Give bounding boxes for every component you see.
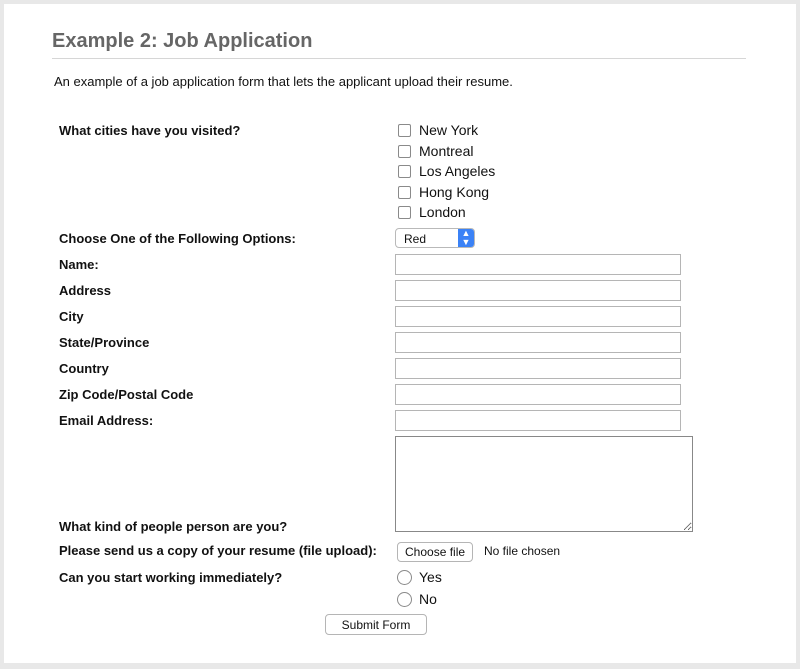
city-label: City [59, 309, 84, 324]
options-label: Choose One of the Following Options: [59, 231, 296, 246]
checkbox-new-york[interactable] [398, 124, 411, 137]
radio-label-no: No [419, 591, 437, 607]
address-label: Address [59, 283, 112, 298]
radio-label-yes: Yes [419, 569, 442, 585]
people-person-textarea[interactable] [395, 436, 693, 532]
checkbox-label-los-angeles: Los Angeles [419, 163, 496, 179]
choose-file-button[interactable]: Choose file [397, 542, 473, 562]
zip-label: Zip Code/Postal Code [59, 387, 194, 402]
cities-label: What cities have you visited? [59, 123, 241, 138]
checkbox-los-angeles[interactable] [398, 165, 411, 178]
email-input[interactable] [395, 410, 681, 431]
title-divider [52, 58, 746, 59]
zip-input[interactable] [395, 384, 681, 405]
radio-no[interactable] [397, 592, 412, 607]
radio-yes[interactable] [397, 570, 412, 585]
file-status: No file chosen [484, 544, 561, 558]
name-input[interactable] [395, 254, 681, 275]
options-select[interactable] [395, 228, 475, 248]
select-updown-icon: ▲ ▼ [458, 229, 474, 247]
email-label: Email Address: [59, 413, 154, 428]
checkbox-label-hong-kong: Hong Kong [419, 184, 490, 200]
checkbox-london[interactable] [398, 206, 411, 219]
checkbox-montreal[interactable] [398, 145, 411, 158]
state-input[interactable] [395, 332, 681, 353]
state-label: State/Province [59, 335, 150, 350]
checkbox-hong-kong[interactable] [398, 186, 411, 199]
resume-label: Please send us a copy of your resume (file upload): [59, 543, 377, 558]
people-person-label: What kind of people person are you? [59, 519, 288, 534]
checkbox-label-montreal: Montreal [419, 143, 474, 159]
country-input[interactable] [395, 358, 681, 379]
name-label: Name: [59, 257, 99, 272]
page-description: An example of a job application form that lets the applicant upload their resume. [54, 74, 513, 89]
checkbox-label-new-york: New York [419, 122, 479, 138]
checkbox-label-london: London [419, 204, 466, 220]
submit-form-button[interactable]: Submit Form [325, 614, 427, 635]
country-label: Country [59, 361, 109, 376]
address-input[interactable] [395, 280, 681, 301]
page-title: Example 2: Job Application [52, 30, 313, 52]
city-input[interactable] [395, 306, 681, 327]
start-working-label: Can you start working immediately? [59, 570, 283, 585]
options-select-value: Red [404, 232, 427, 246]
